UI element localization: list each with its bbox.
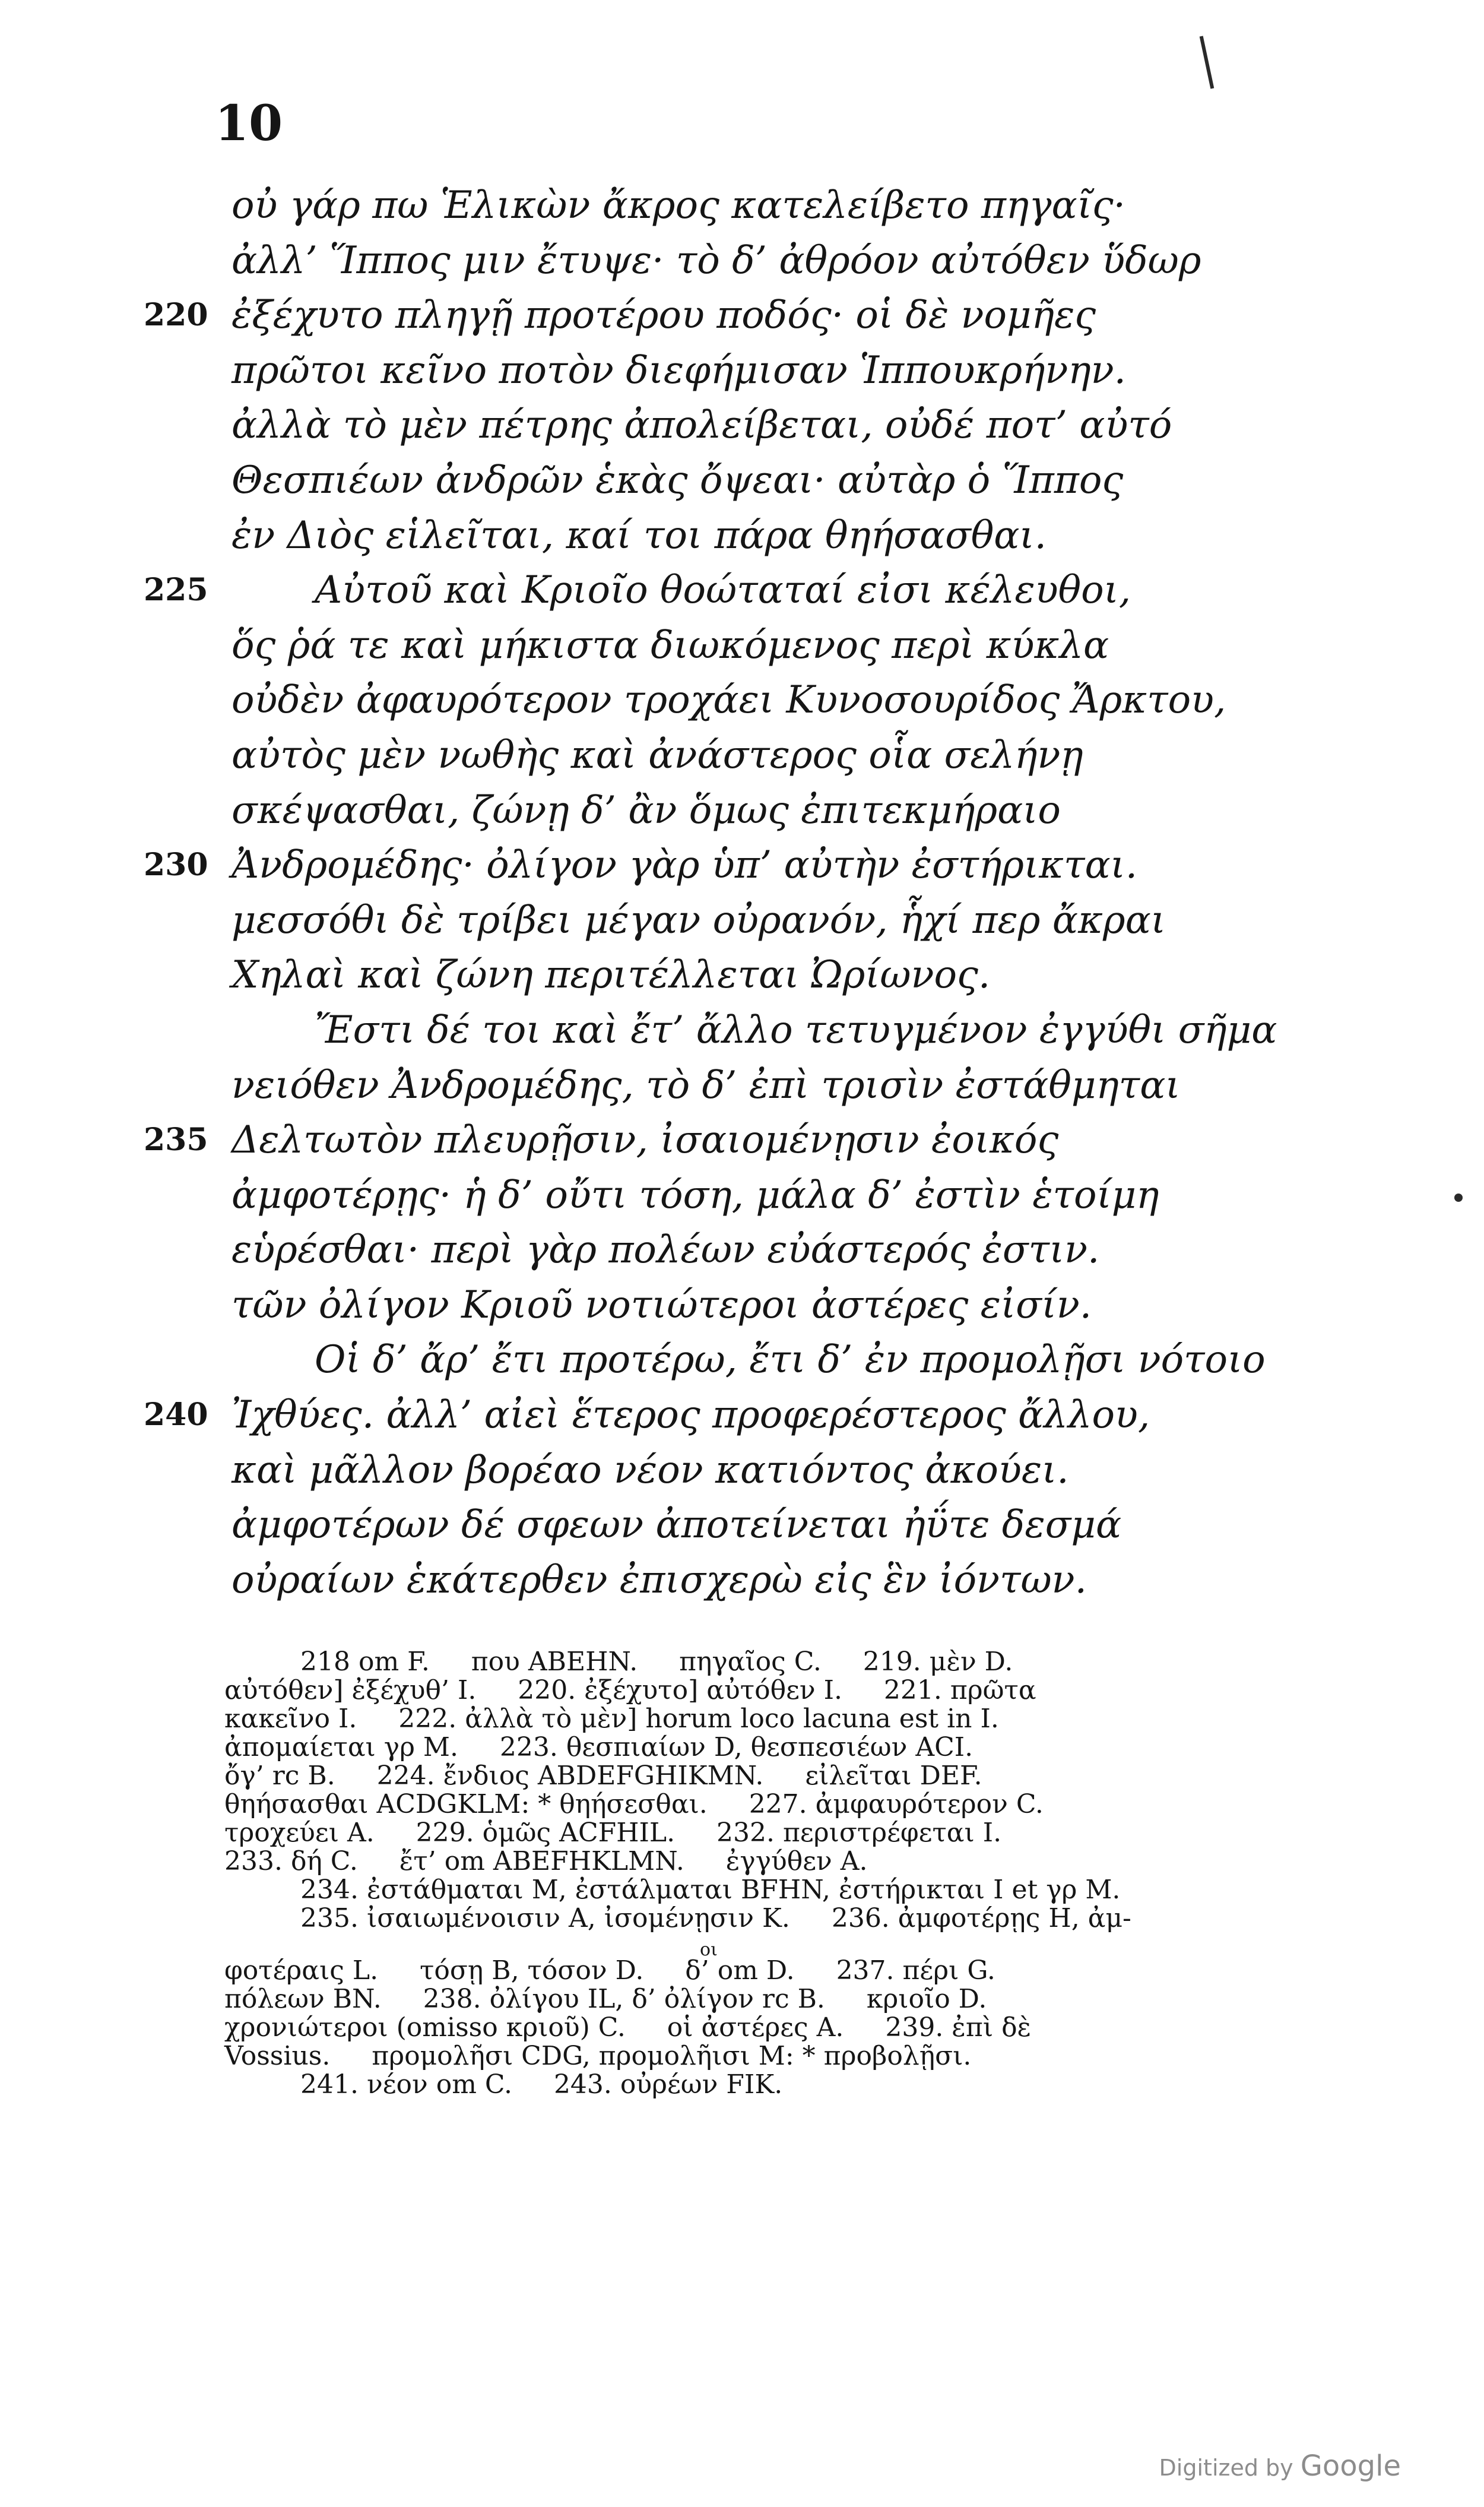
apparatus-line-text: 218 om F. που ABEHN. πηγαῖος C. 219. μὲν D. (300, 1647, 1013, 1677)
verse-line-text: Ἀνδρομέδης· ὀλίγον γὰρ ὑπ’ αὐτὴν ἐστήρικται. (232, 843, 1138, 888)
verse-line (232, 1553, 1407, 1608)
digitized-by-label: Digitized by (1159, 2455, 1293, 2481)
verse-line (144, 563, 1407, 618)
verse-line (232, 1498, 1407, 1553)
apparatus-line-text: φοτέραις L. τόσῃ B, τόσον D. δ’ om D. 237. πέρι G. (224, 1955, 995, 1986)
verse-line (232, 178, 1407, 233)
verse-line-text: Ἔστι δέ τοι καὶ ἔτ’ ἄλλο τετυγμένον ἐγγύθι σῆμα (315, 1008, 1277, 1052)
verse-line-text: ἀμφοτέρων δέ σφεων ἀποτείνεται ἠΰτε δεσμά (232, 1503, 1122, 1547)
verse-line (232, 783, 1407, 838)
verse-line (232, 1223, 1407, 1278)
apparatus-line-text: 234. ἐστάθμαται M, ἐστάλμαται BFHN, ἐστήρικται I et γρ M. (300, 1875, 1121, 1905)
apparatus-line (224, 2071, 1406, 2099)
google-logo: Google (1300, 2449, 1401, 2483)
critical-apparatus (224, 1648, 1406, 2099)
verse-line (144, 838, 1407, 893)
page-number: 10 (215, 95, 283, 152)
verse-line (232, 1058, 1407, 1113)
apparatus-line-text: αὐτόθεν] ἐξέχυθ’ I. 220. ἐξέχυτο] αὐτόθεν I. 221. πρῶτα (224, 1675, 1036, 1705)
verse-line-text: αὐτὸς μὲν νωθὴς καὶ ἀνάστερος οἷα σελήνῃ (232, 733, 1083, 777)
apparatus-line-text: κακεῖνο I. 222. ἀλλὰ τὸ μὲν] horum loco lacuna est in I. (224, 1704, 999, 1734)
apparatus-line (224, 1762, 1406, 1790)
verse-line-text: τῶν ὀλίγον Κριοῦ νοτιώτεροι ἀστέρες εἰσίν. (232, 1283, 1092, 1327)
line-number: 225 (144, 572, 208, 609)
verse-line (232, 508, 1407, 564)
verse-line (232, 453, 1407, 508)
apparatus-line (224, 1933, 1406, 1960)
apparatus-line (224, 1705, 1406, 1733)
verse-line (232, 1003, 1407, 1058)
line-number: 230 (144, 847, 208, 884)
apparatus-line-text: Vossius. προμολῆσι CDG, προμολῆισι M: * προβολῇσι. (224, 2041, 972, 2071)
verse-text (144, 178, 1407, 1607)
verse-line (232, 398, 1407, 453)
apparatus-line (224, 1733, 1406, 1762)
verse-line-text: εὑρέσθαι· περὶ γὰρ πολέων εὐάστερός ἐστιν. (232, 1228, 1100, 1273)
verse-line (232, 618, 1407, 673)
verse-line-text: Ἰχθύες. ἀλλ’ αἰεὶ ἕτερος προφερέστερος ἄλλου, (232, 1393, 1150, 1438)
apparatus-line (224, 1904, 1406, 1933)
verse-line (144, 288, 1407, 343)
verse-line-text: Χηλαὶ καὶ ζώνη περιτέλλεται Ὠρίωνος. (232, 953, 991, 998)
line-number: 235 (144, 1122, 208, 1158)
apparatus-line (224, 2042, 1406, 2071)
verse-line-text: ἐν Διὸς εἱλεῖται, καί τοι πάρα θηήσασθαι. (232, 513, 1047, 558)
verse-line-text: ἐξέχυτο πληγῇ προτέρου ποδός· οἱ δὲ νομῆες (232, 293, 1096, 338)
verse-line-text: σκέψασθαι, ζώνῃ δ’ ἂν ὅμως ἐπιτεκμήραιο (232, 788, 1061, 832)
verse-line (232, 343, 1407, 398)
apparatus-line-text: ὄγ’ rc B. 224. ἔνδιος ABDEFGHIKMN. εἰλεῖται DEF. (224, 1761, 982, 1791)
digitized-by-footer (1159, 2449, 1401, 2483)
line-number: 220 (144, 297, 208, 334)
verse-line (232, 1278, 1407, 1333)
verse-line-text: ἀλλὰ τὸ μὲν πέτρης ἀπολείβεται, οὐδέ ποτ’ αὐτό (232, 403, 1172, 448)
verse-line-text: νειόθεν Ἀνδρομέδης, τὸ δ’ ἐπὶ τρισὶν ἐστάθμηται (232, 1063, 1181, 1107)
verse-line (232, 1168, 1407, 1223)
apparatus-line-text: 241. νέον om C. 243. οὐρέων FIK. (300, 2069, 783, 2100)
verse-line (232, 673, 1407, 728)
verse-line-text: ἀμφοτέρῃς· ἡ δ’ οὔτι τόση, μάλα δ’ ἐστὶν ἑτοίμη (232, 1173, 1159, 1217)
apparatus-line-text: 233. δή C. ἔτ’ om ABEFHKLMN. ἐγγύθεν A. (224, 1846, 868, 1876)
verse-line-text: οὐ γάρ πω Ἑλικὼν ἄκρος κατελείβετο πηγαῖς· (232, 183, 1125, 227)
verse-line-text: οὐραίων ἑκάτερθεν ἐπισχερὼ εἰς ἓν ἰόντων. (232, 1558, 1087, 1602)
verse-line-text: Θεσπιέων ἀνδρῶν ἑκὰς ὄψεαι· αὐτὰρ ὁ Ἵππος (232, 458, 1124, 502)
verse-line (232, 1443, 1407, 1498)
apparatus-line-text: ἀπομαίεται γρ M. 223. θεσπιαίων D, θεσπεσιέων ACI. (224, 1732, 974, 1762)
apparatus-line-text: 235. ἰσαιωμένοισιν A, ἰσομένῃσιν K. 236. ἀμφοτέρῃς H, ἀμ- (300, 1903, 1131, 1933)
verse-line-text: ἀλλ’ Ἵππος μιν ἔτυψε· τὸ δ’ ἀθρόον αὐτόθεν ὕδωρ (232, 238, 1201, 283)
apparatus-line (224, 1648, 1406, 1676)
verse-line (232, 1332, 1407, 1388)
verse-line-text: πρῶτοι κεῖνο ποτὸν διεφήμισαν Ἱππουκρήνην. (232, 348, 1126, 392)
verse-line (144, 1388, 1407, 1443)
line-number: 240 (144, 1397, 208, 1433)
verse-line (232, 893, 1407, 948)
verse-line (232, 948, 1407, 1003)
apparatus-line (224, 1819, 1406, 1847)
apparatus-line (224, 1957, 1406, 1985)
verse-line (144, 1113, 1407, 1168)
verse-line-text: Οἱ δ’ ἄρ’ ἔτι προτέρω, ἔτι δ’ ἐν προμολῇσι νότοιο (315, 1338, 1266, 1382)
verse-line-text: καὶ μᾶλλον βορέαο νέον κατιόντος ἀκούει. (232, 1448, 1069, 1492)
apparatus-line (224, 1790, 1406, 1819)
verse-line (232, 233, 1407, 289)
verse-line-text: ὅς ῥά τε καὶ μήκιστα διωκόμενος περὶ κύκλα (232, 623, 1109, 667)
verse-line-text: μεσσόθι δὲ τρίβει μέγαν οὐρανόν, ἧχί περ ἄκραι (232, 898, 1166, 942)
apparatus-line (224, 1676, 1406, 1705)
apparatus-line (224, 2014, 1406, 2042)
apparatus-line (224, 1847, 1406, 1876)
apparatus-line (224, 1985, 1406, 2014)
apparatus-line-text: χρονιώτεροι (omisso κριοῦ) C. οἱ ἀστέρες A. 239. ἐπὶ δὲ (224, 2012, 1032, 2043)
verse-line (232, 728, 1407, 783)
apparatus-line-text: πόλεων BN. 238. ὀλίγου IL, δ’ ὀλίγον rc B. κριοῖο D. (224, 1984, 987, 2014)
verse-line-text: Αὐτοῦ καὶ Κριοῖο θοώταταί εἰσι κέλευθοι, (315, 568, 1131, 613)
verse-line-text: Δελτωτὸν πλευρῇσιν, ἰσαιομένῃσιν ἐοικός (232, 1118, 1059, 1163)
apparatus-line (224, 1876, 1406, 1904)
apparatus-line-text: θηήσασθαι ACDGKLM: * θηήσεσθαι. 227. ἀμφαυρότερον C. (224, 1789, 1044, 1819)
scan-mark (1200, 36, 1215, 88)
apparatus-line-text: οι (224, 1939, 718, 1960)
scan-mark (1454, 1194, 1463, 1202)
verse-line-text: οὐδὲν ἀφαυρότερον τροχάει Κυνοσουρίδος Ἄρκτου, (232, 678, 1226, 723)
apparatus-line-text: τροχεύει A. 229. ὁμῶς ACFHIL. 232. περιστρέφεται I. (224, 1818, 1002, 1848)
